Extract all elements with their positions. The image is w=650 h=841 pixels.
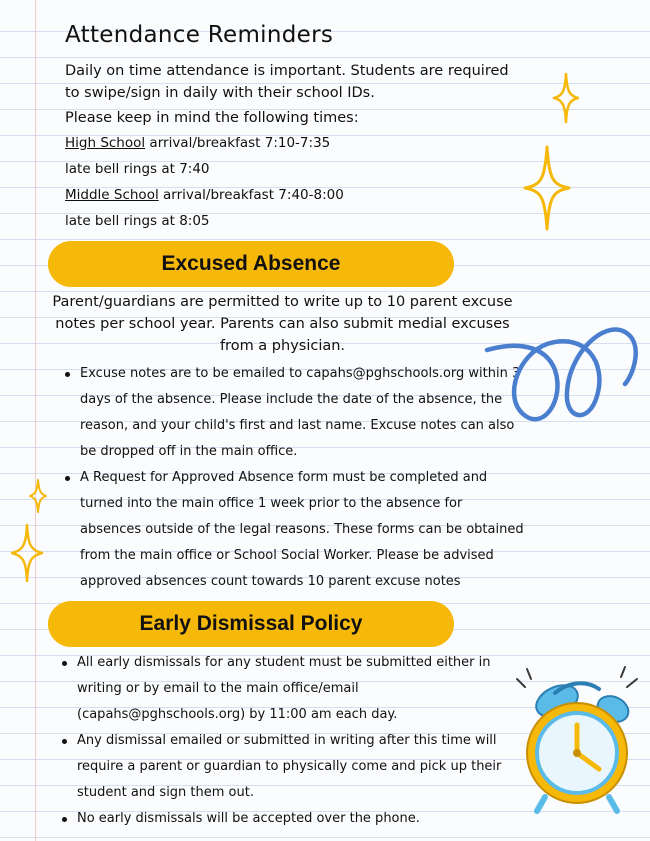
sparkle-icon [10,523,44,583]
high-school-times [65,135,330,151]
high-school-label: High School [65,135,146,151]
middle-school-label: Middle School [65,187,159,203]
excused-absence-list [80,361,525,621]
notebook-margin-line [35,0,36,841]
times-intro: Please keep in mind the following times: [65,110,359,126]
bullet-icon [62,661,67,666]
excused-absence-heading: Excused Absence [48,241,454,287]
page-title: Attendance Reminders [65,22,334,48]
middle-school-arrival: arrival/breakfast 7:40-8:00 [158,187,344,203]
early-dismissal-list [77,650,525,832]
bullet-icon [62,817,67,822]
alarm-clock-icon [515,665,645,815]
high-school-arrival: arrival/breakfast 7:10-7:35 [145,135,331,151]
list-item: All early dismissals for any student must be submitted either in writing or by email to the main office/email (capahs@pghschools.org) by 11:00 am each day. [77,650,525,728]
sparkle-icon [552,72,580,124]
bullet-icon [65,372,70,377]
attendance-intro: Daily on time attendance is important. Students are required to swipe/sign in daily with their school IDs. [65,63,509,101]
sparkle-icon [28,478,48,514]
list-item: Excuse notes are to be emailed to capahs@pghschools.org within 3 days of the absence. Please include the date of the absence, the reason, and your child's first and last name. Excuse notes can also be dropped off in the main office. [80,361,525,465]
list-item: No early dismissals will be accepted over the phone. [77,806,525,832]
excused-absence-intro: Parent/guardians are permitted to write up to 10 parent excuse notes per school year. Parents can also submit medial excuses from a physician. [52,294,513,354]
middle-school-late-bell: late bell rings at 8:05 [65,213,210,229]
list-item: A Request for Approved Absence form must be completed and turned into the main office 1 week prior to the absence for absences outside of the legal reasons. These forms can be obtained from the main office or School Social Worker. Please be advised approved absences count towards 10 parent excuse notes [80,465,525,621]
early-dismissal-heading: Early Dismissal Policy [48,601,454,647]
list-item: Any dismissal emailed or submitted in writing after this time will require a parent or guardian to physically come and pick up their student and sign them out. [77,728,525,806]
sparkle-icon [523,145,571,231]
high-school-late-bell: late bell rings at 7:40 [65,161,210,177]
bullet-icon [65,476,70,481]
middle-school-times [65,187,344,203]
swirl-doodle [485,292,650,462]
bullet-icon [62,739,67,744]
